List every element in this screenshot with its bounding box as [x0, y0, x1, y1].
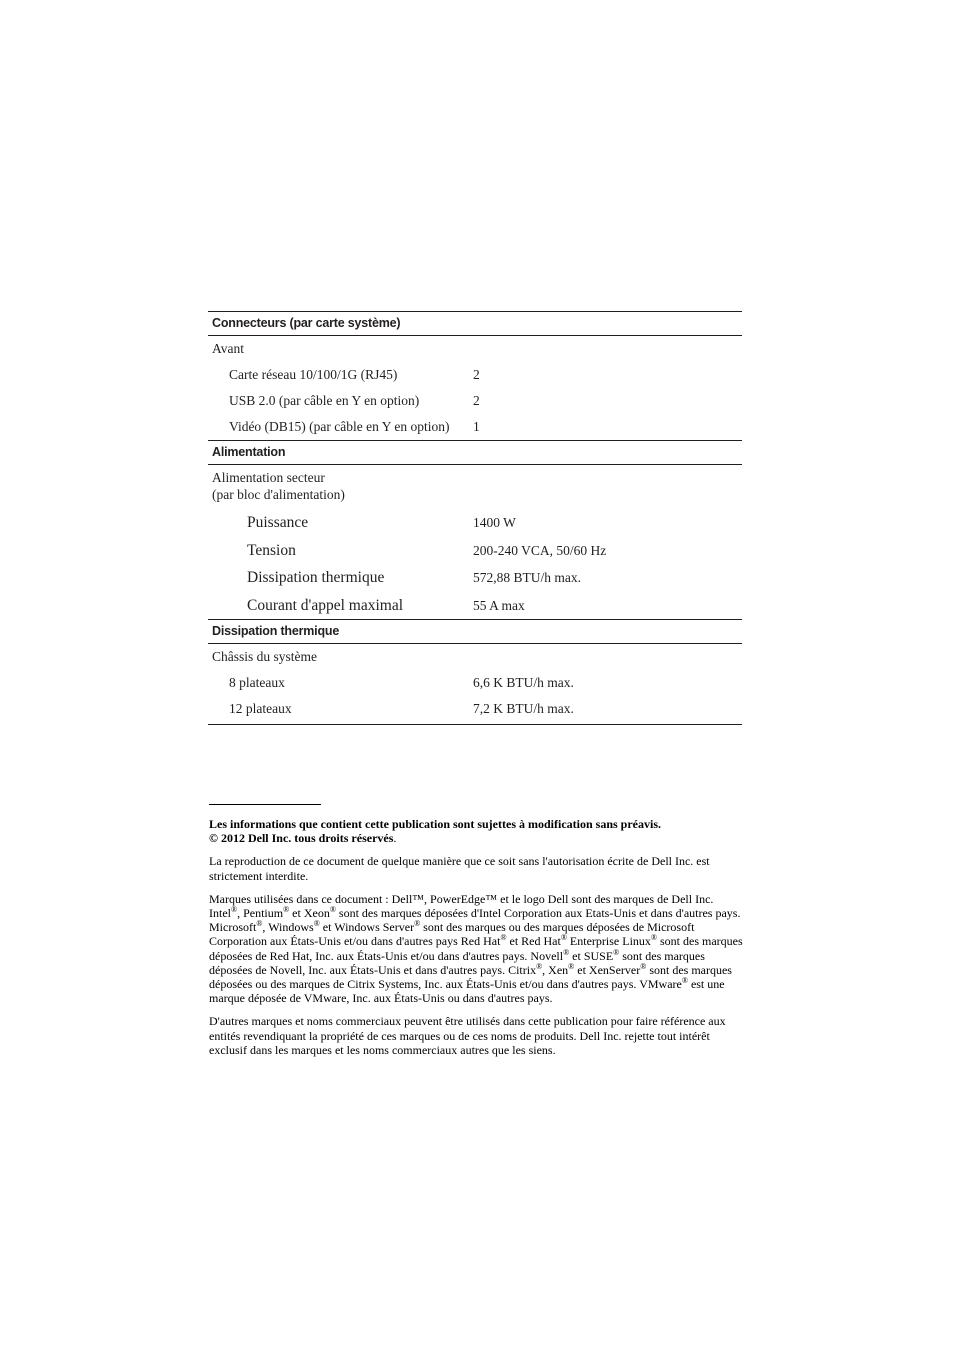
registered-mark: ®: [329, 905, 336, 915]
notice-line1: Les informations que contient cette publication sont sujettes à modification sans préavis.: [209, 817, 661, 831]
registered-mark: ®: [560, 933, 567, 943]
row-value: 1: [473, 419, 480, 434]
table-row: [208, 592, 742, 620]
table-row: [208, 564, 742, 592]
category-label-line2: (par bloc d'alimentation): [212, 487, 345, 502]
registered-mark: ®: [414, 919, 421, 929]
table-row: [208, 696, 742, 722]
row-value: 572,88 BTU/h max.: [473, 570, 581, 585]
footnote-divider: [209, 804, 321, 805]
row-value: 1400 W: [473, 515, 516, 530]
copyright: © 2012 Dell Inc. tous droits réservés: [209, 831, 394, 846]
registered-mark: ®: [681, 976, 688, 986]
row-label: Puissance: [247, 514, 309, 531]
row-label: Tension: [247, 541, 296, 559]
tm-text: sont des marques déposées d'Intel Corporation aux Etats-Unis et dans d'autres pays. Microsoft: [209, 906, 741, 935]
table-row: [208, 388, 742, 414]
registered-mark: ®: [231, 905, 238, 915]
table-row: [208, 509, 742, 537]
registered-mark: ®: [283, 905, 290, 915]
tm-text: est une marque déposée de VMware, Inc. aux États-Unis ou dans d'autres pays.: [209, 977, 725, 1006]
registered-mark: ®: [613, 947, 620, 957]
row-label: Vidéo (DB15) (par câble en Y en option): [229, 419, 450, 434]
row-value: 2: [473, 367, 480, 382]
registered-mark: ®: [256, 919, 263, 929]
tm-text: , Windows: [262, 920, 314, 935]
table-row: [208, 414, 742, 440]
registered-mark: ®: [640, 961, 647, 971]
row-value: 200-240 VCA, 50/60 Hz: [473, 542, 607, 558]
row-label: USB 2.0 (par câble en Y en option): [229, 393, 420, 408]
tm-text: et Red Hat: [506, 934, 561, 949]
row-value: 6,6 K BTU/h max.: [473, 675, 574, 690]
tm-text: et Xeon: [289, 906, 330, 921]
table-row: [208, 362, 742, 388]
row-label: 12 plateaux: [229, 701, 292, 716]
registered-mark: ®: [313, 919, 320, 929]
tm-text: sont des marques déposées ou des marques de Citrix Systems, Inc. aux États-Unis et/ou dans d'autres pays. VMware: [209, 962, 732, 992]
category-label-line1: Alimentation secteur: [212, 470, 325, 485]
tm-text: et XenServer: [574, 962, 641, 977]
category-row: [208, 465, 742, 509]
registered-mark: ®: [563, 947, 570, 957]
row-label: Dissipation thermique: [247, 569, 385, 586]
category-label: Châssis du système: [212, 649, 318, 664]
trademarks-paragraph: [209, 892, 745, 1006]
table-row: [208, 670, 742, 696]
registered-mark: ®: [650, 933, 657, 943]
other-trademarks-paragraph: D'autres marques et noms commerciaux peuvent être utilisés dans cette publication pour faire référence aux entités revendiquant la propriété de ces marques ou de ces noms de produits. Dell Inc. rejette tout intérêt exclusif dans les marques et les noms commerciaux autres que les siens.: [209, 1014, 726, 1057]
category-label: Avant: [212, 341, 244, 356]
tm-text: sont des marques ou des marques déposées de Microsoft Corporation aux États-Unis et/ou dans d'autres pays Red Hat: [209, 920, 695, 949]
tm-text: et SUSE: [569, 948, 614, 963]
row-label: 8 plateaux: [229, 675, 285, 690]
table-bottom-rule: [208, 724, 742, 725]
row-value: 2: [473, 393, 480, 408]
category-label: [212, 469, 345, 503]
registered-mark: ®: [536, 961, 543, 971]
specifications-table: [208, 311, 742, 725]
change-notice: [209, 817, 745, 845]
row-label: Carte réseau 10/100/1G (RJ45): [229, 367, 398, 382]
tm-text: sont des marques déposées de Red Hat, Inc. aux États-Unis et/ou dans d'autres pays. Novell: [209, 934, 743, 963]
row-label: Courant d'appel maximal: [247, 596, 404, 614]
registered-mark: ®: [500, 933, 507, 943]
section-header-connectors: Connecteurs (par carte système): [208, 311, 742, 336]
tm-text: Marques utilisées dans ce document : Dell™, PowerEdge™ et le logo Dell sont des marques de Dell Inc. Intel: [209, 891, 714, 921]
row-value: 55 A max: [473, 597, 525, 613]
section-header-power: Alimentation: [208, 440, 742, 465]
row-value: 7,2 K BTU/h max.: [473, 701, 574, 716]
tm-text: Enterprise Linux: [566, 934, 651, 949]
legal-footer: [209, 804, 745, 1066]
table-row: [208, 537, 742, 565]
notice-end: .: [393, 831, 397, 846]
tm-text: , Pentium: [237, 906, 284, 921]
tm-text: sont des marques déposées de Novell, Inc. aux États-Unis et dans d'autres pays. Citrix: [209, 948, 705, 977]
section-header-heat: Dissipation thermique: [208, 619, 742, 644]
reproduction-notice: La reproduction de ce document de quelque manière que ce soit sans l'autorisation écrite de Dell Inc. est strictement interdite.: [209, 854, 710, 883]
tm-text: et Windows Server: [319, 920, 415, 935]
tm-text: , Xen: [542, 962, 569, 977]
category-row: [208, 644, 742, 670]
category-row: [208, 336, 742, 362]
registered-mark: ®: [568, 961, 575, 971]
